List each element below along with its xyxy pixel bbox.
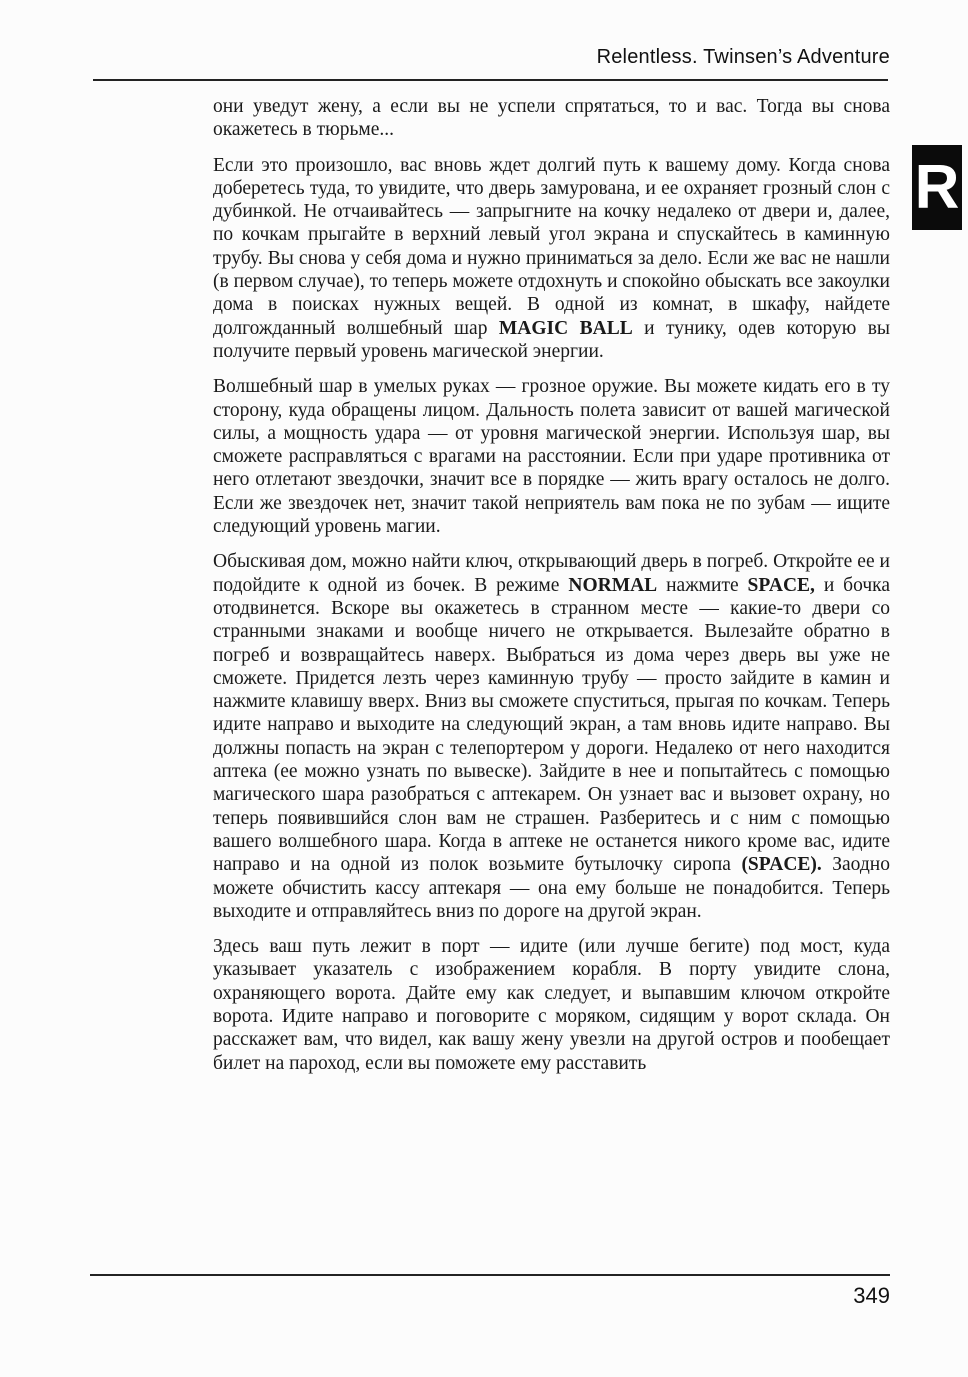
body-text: они уведут жену, а если вы не успели спрятаться, то и вас. Тогда вы снова окажетесь в тюрьме... [213,96,890,141]
body-text: Здесь ваш путь лежит в порт — идите (или лучше бегите) под мост, куда указывает указатель с изображением корабля. В порту увидите слона, охраняющего ворота. Дайте ему как следует, и выпавшим ключом откройте ворота. Идите направо и поговорите с моряком, сидящим у ворот склада. Он расскажет вам, что видел, как вашу жену увезли на другой остров и пообещает билет на пароход, если вы поможете ему расставить [213,936,890,1074]
body-text: Обыскивая дом, можно найти ключ, открывающий дверь в погреб. Откройте ее и подойдите к одной из бочек. В режиме [213,551,890,596]
footer-rule [90,1274,890,1276]
paragraph [213,550,890,923]
body-text: Если это произошло, вас вновь ждет долгий путь к вашему дому. Когда снова доберетесь туда, то увидите, что дверь замурована, и ее охраняет грозный слон с дубинкой. Не отчаивайтесь — запрыгните на кочку недалеко от двери и, далее, по кочкам прыгайте в верхний левый угол экрана и спускайтесь в каминную трубу. Вы снова у себя дома и нужно приниматься за дело. Если же вас не нашли (в первом случае), то теперь можете отдохнуть и спокойно обыскать все закоулки дома в поисках нужных вещей. В одной из комнат, в шкафу, найдете долгожданный волшебный шар [213,154,890,339]
bold-keyword: NORMAL [568,574,658,596]
paragraph [213,95,890,142]
body-text: и бочка отодвинется. Вскоре вы окажетесь в странном месте — какие-то двери со странными знаками и вообще ничего не открывается. Вылезайте обратно в погреб и возвращайтесь наверх. Выбраться из дома через дверь вы уже не сможете. Придется лезть через каминную трубу — просто зайдите в камин и нажмите клавишу вверх. Вниз вы сможете спуститься, прыгая по кочкам. Теперь идите направо и выходите на следующий экран, а там вновь идите направо. Вы должны попасть на экран с телепортером у дороги. Недалеко от него находится аптека (ее можно узнать по вывеске). Зайдите в нее и попытайтесь с помощью магического шара разобраться с аптекарем. Он узнает вас и вызовет охрану, но теперь появившийся слон вам не страшен. Разберитесь и с ним с помощью вашего волшебного шара. Когда в аптеке не останется никого кроме вас, идите направо и на одной из полок возьмите бутылочку сиропа [213,574,890,876]
paragraph [213,154,890,364]
body-text: Волшебный шар в умелых руках — грозное оружие. Вы можете кидать его в ту сторону, куда обращены лицом. Дальность полета зависит от вашей магической силы, а мощность удара — от уровня магической энергии. Используя шар, вы сможете расправляться с врагами на расстоянии. Если при ударе противника от него отлетают звездочки, значит все в порядке — жить врагу осталось не долго. Если же звездочек нет, значит такой неприятель вам пока не по зубам — ищите следующий уровень магии. [213,376,890,538]
body-text: нажмите [657,574,748,596]
body-text: и тунику, одев которую вы получите первый уровень магической энергии. [213,317,890,362]
running-header-title: Relentless. Twinsen’s Adventure [596,46,890,68]
page-number: 349 [853,1283,890,1308]
header-rule [93,79,888,81]
chapter-index-letter: R [914,153,960,222]
paragraph [213,375,890,538]
chapter-index-tab [912,145,962,230]
bold-keyword: (SPACE). [741,854,822,876]
bold-keyword: MAGIC BALL [498,317,633,339]
bold-keyword: SPACE, [747,574,815,596]
paragraph [213,935,890,1075]
body-text: Заодно можете обчистить кассу аптекаря — она ему больше не понадобится. Теперь выходите и отправляйтесь вниз по дороге на другой экран. [213,854,890,922]
text-column [213,95,890,1075]
